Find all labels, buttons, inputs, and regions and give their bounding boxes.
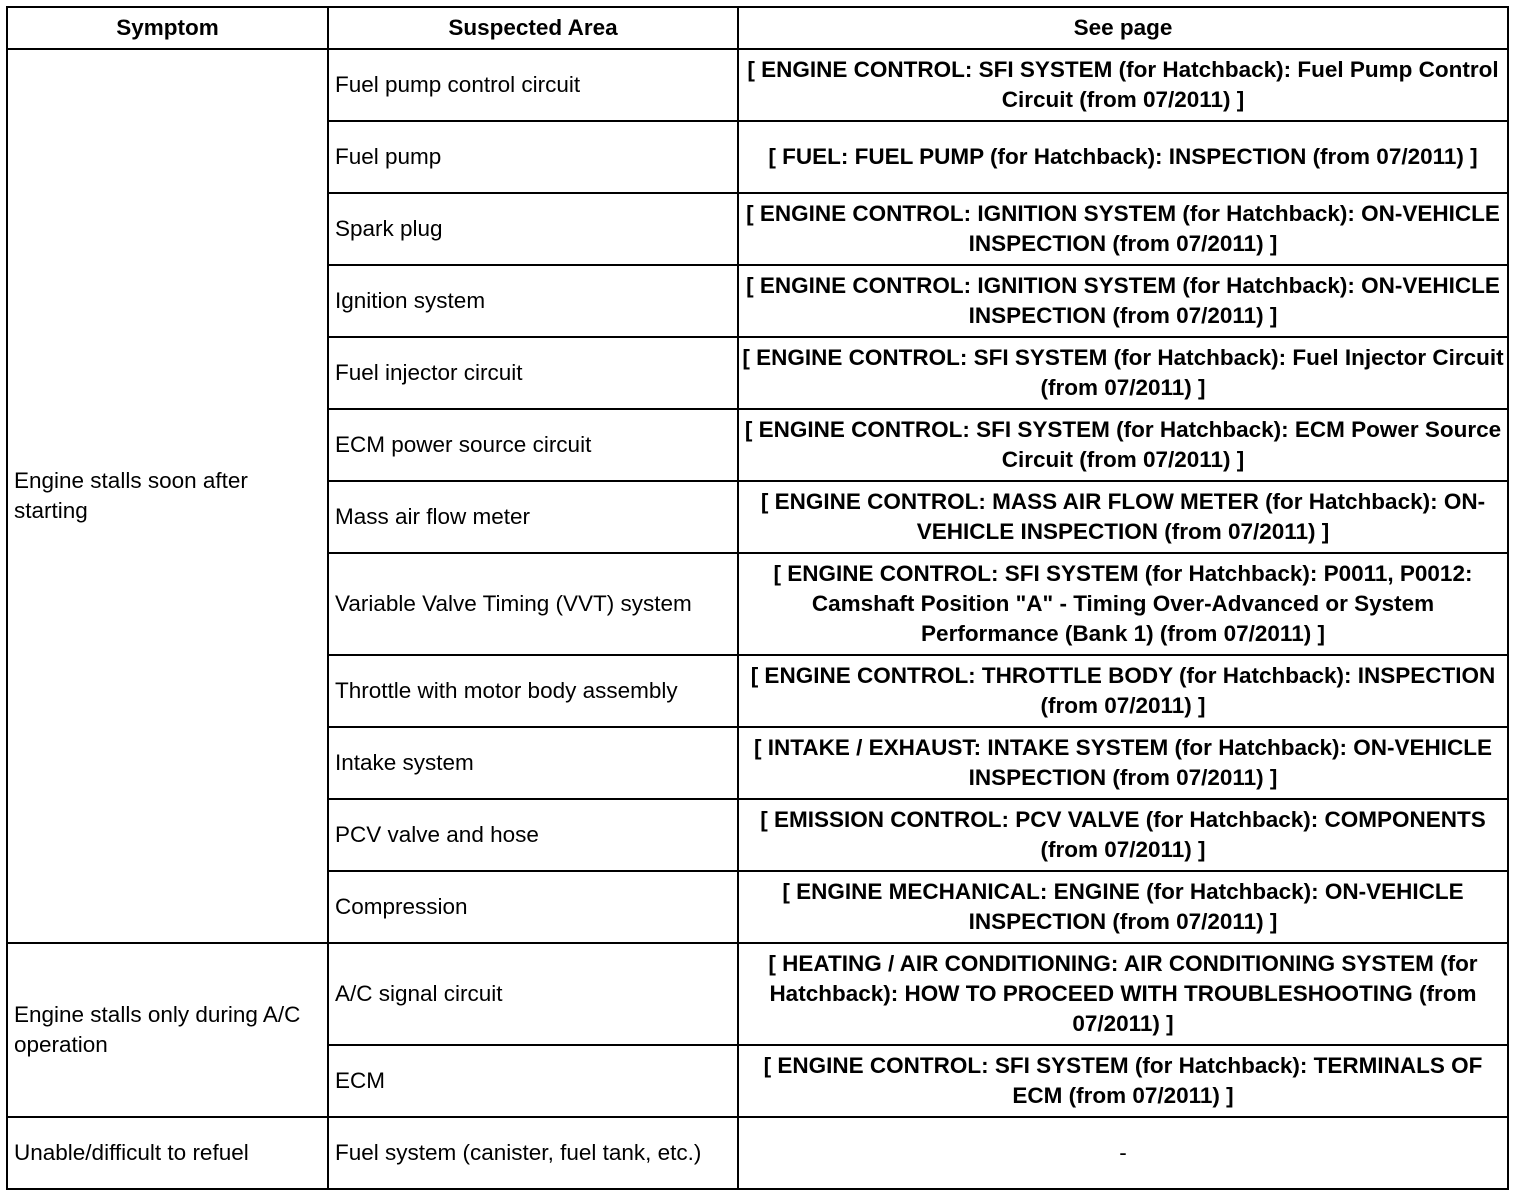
see-page-link[interactable]: [ ENGINE CONTROL: THROTTLE BODY (for Hatchback): INSPECTION (from 07/2011) ]	[738, 655, 1508, 727]
suspected-area-cell: Intake system	[328, 727, 738, 799]
see-page-link[interactable]: [ EMISSION CONTROL: PCV VALVE (for Hatchback): COMPONENTS (from 07/2011) ]	[738, 799, 1508, 871]
suspected-area-cell: PCV valve and hose	[328, 799, 738, 871]
table-row	[7, 943, 1508, 1045]
header-row	[7, 7, 1508, 49]
see-page-link[interactable]: [ ENGINE CONTROL: MASS AIR FLOW METER (for Hatchback): ON-VEHICLE INSPECTION (from 07/2011) ]	[738, 481, 1508, 553]
table-row	[7, 49, 1508, 121]
table-row	[7, 1117, 1508, 1189]
suspected-area-cell: Fuel system (canister, fuel tank, etc.)	[328, 1117, 738, 1189]
suspected-area-cell: Mass air flow meter	[328, 481, 738, 553]
suspected-area-cell: Fuel pump control circuit	[328, 49, 738, 121]
suspected-area-cell: Variable Valve Timing (VVT) system	[328, 553, 738, 655]
symptom-cell: Unable/difficult to refuel	[7, 1117, 328, 1189]
suspected-area-cell: Compression	[328, 871, 738, 943]
see-page-link[interactable]: [ ENGINE CONTROL: SFI SYSTEM (for Hatchback): TERMINALS OF ECM (from 07/2011) ]	[738, 1045, 1508, 1117]
suspected-area-cell: Fuel pump	[328, 121, 738, 193]
suspected-area-cell: ECM	[328, 1045, 738, 1117]
see-page-link[interactable]: [ ENGINE CONTROL: IGNITION SYSTEM (for Hatchback): ON-VEHICLE INSPECTION (from 07/2011) ]	[738, 265, 1508, 337]
see-page-link[interactable]: [ ENGINE CONTROL: SFI SYSTEM (for Hatchback): Fuel Pump Control Circuit (from 07/2011) ]	[738, 49, 1508, 121]
suspected-area-cell: Fuel injector circuit	[328, 337, 738, 409]
symptom-cell: Engine stalls only during A/C operation	[7, 943, 328, 1117]
suspected-area-cell: Ignition system	[328, 265, 738, 337]
suspected-area-cell: ECM power source circuit	[328, 409, 738, 481]
see-page-link[interactable]: [ HEATING / AIR CONDITIONING: AIR CONDITIONING SYSTEM (for Hatchback): HOW TO PROCEED WITH TROUBLESHOOTING (from 07/2011) ]	[738, 943, 1508, 1045]
suspected-area-cell: Spark plug	[328, 193, 738, 265]
see-page-link[interactable]: [ ENGINE CONTROL: SFI SYSTEM (for Hatchback): P0011, P0012: Camshaft Position "A" - Timing Over-Advanced or System Performance (Bank 1) (from 07/2011) ]	[738, 553, 1508, 655]
header-symptom: Symptom	[7, 7, 328, 49]
see-page-link[interactable]: [ ENGINE CONTROL: SFI SYSTEM (for Hatchback): ECM Power Source Circuit (from 07/2011) ]	[738, 409, 1508, 481]
see-page-cell: -	[738, 1117, 1508, 1189]
header-suspected-area: Suspected Area	[328, 7, 738, 49]
troubleshooting-table	[6, 6, 1509, 1190]
see-page-link[interactable]: [ ENGINE MECHANICAL: ENGINE (for Hatchback): ON-VEHICLE INSPECTION (from 07/2011) ]	[738, 871, 1508, 943]
see-page-link[interactable]: [ INTAKE / EXHAUST: INTAKE SYSTEM (for Hatchback): ON-VEHICLE INSPECTION (from 07/2011) ]	[738, 727, 1508, 799]
header-see-page: See page	[738, 7, 1508, 49]
suspected-area-cell: A/C signal circuit	[328, 943, 738, 1045]
suspected-area-cell: Throttle with motor body assembly	[328, 655, 738, 727]
symptom-cell: Engine stalls soon after starting	[7, 49, 328, 943]
see-page-link[interactable]: [ ENGINE CONTROL: IGNITION SYSTEM (for Hatchback): ON-VEHICLE INSPECTION (from 07/2011) ]	[738, 193, 1508, 265]
see-page-link[interactable]: [ ENGINE CONTROL: SFI SYSTEM (for Hatchback): Fuel Injector Circuit (from 07/2011) ]	[738, 337, 1508, 409]
see-page-link[interactable]: [ FUEL: FUEL PUMP (for Hatchback): INSPECTION (from 07/2011) ]	[738, 121, 1508, 193]
